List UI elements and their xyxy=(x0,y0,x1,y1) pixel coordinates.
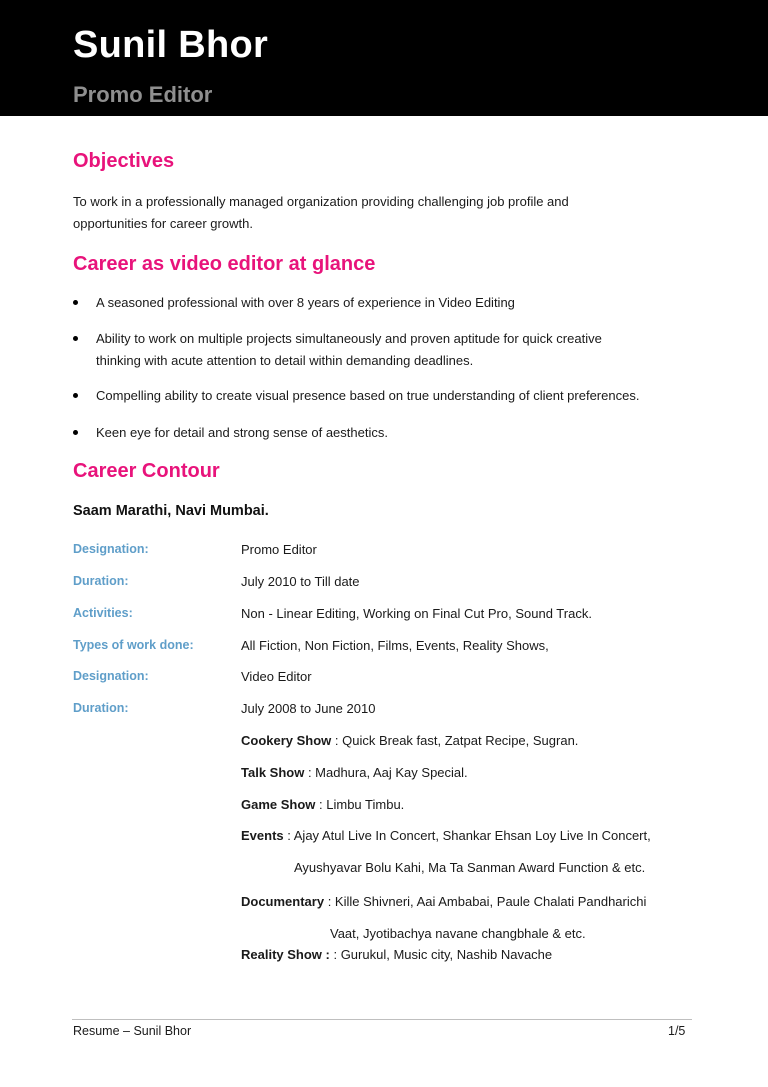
candidate-name: Sunil Bhor xyxy=(73,24,269,66)
objectives-heading: Objectives xyxy=(73,150,175,172)
bullet-icon xyxy=(73,393,78,398)
bullet-icon xyxy=(73,336,78,341)
events-line-cont: Ayushyavar Bolu Kahi, Ma Ta Sanman Award Function & etc. xyxy=(294,860,646,875)
reality-show-value: : Gurukul, Music city, Nashib Navache xyxy=(329,947,553,962)
documentary-line-cont: Vaat, Jyotibachya navane changbhale & etc. xyxy=(330,926,586,941)
objectives-line-1: To work in a professionally managed organization providing challenging job profile and xyxy=(73,194,569,209)
documentary-line xyxy=(241,894,646,909)
list-item xyxy=(73,385,726,407)
list-item xyxy=(73,328,726,372)
row-value-duration: July 2010 to Till date xyxy=(241,574,360,589)
list-item-text: Ability to work on multiple projects simultaneously and proven aptitude for quick creative xyxy=(96,331,602,346)
events-value: : Ajay Atul Live In Concert, Shankar Ehsan Loy Live In Concert, xyxy=(283,828,651,843)
game-show-label: Game Show xyxy=(241,797,316,812)
row-value-work-types: All Fiction, Non Fiction, Films, Events, Reality Shows, xyxy=(241,638,549,653)
events-label: Events xyxy=(241,828,284,843)
row-label-work-types: Types of work done: xyxy=(73,638,194,652)
row-label-duration: Duration: xyxy=(73,574,129,588)
row-value-duration-2: July 2008 to June 2010 xyxy=(241,701,376,716)
list-item-text: Compelling ability to create visual presence based on true understanding of client preferences. xyxy=(96,388,640,403)
talk-show-label: Talk Show xyxy=(241,765,305,780)
documentary-value: : Kille Shivneri, Aai Ambabai, Paule Chalati Pandharichi xyxy=(324,894,647,909)
talk-show-value: : Madhura, Aaj Kay Special. xyxy=(304,765,468,780)
reality-show-label: Reality Show : xyxy=(241,947,330,962)
game-show-line xyxy=(241,797,404,812)
game-show-value: : Limbu Timbu. xyxy=(315,797,405,812)
talk-show-line xyxy=(241,765,468,780)
documentary-label: Documentary xyxy=(241,894,325,909)
list-item-text-cont: thinking with acute attention to detail within demanding deadlines. xyxy=(96,353,474,368)
list-item xyxy=(73,292,726,314)
bullet-icon xyxy=(73,300,78,305)
header-banner xyxy=(0,0,768,116)
list-item-text: Keen eye for detail and strong sense of aesthetics. xyxy=(96,425,388,440)
footer-document-title: Resume – Sunil Bhor xyxy=(73,1024,192,1038)
list-item xyxy=(73,422,726,444)
row-label-duration-2: Duration: xyxy=(73,701,129,715)
bullet-icon xyxy=(73,430,78,435)
footer-page-number: 1/5 xyxy=(668,1024,686,1038)
events-line xyxy=(241,828,651,843)
row-value-designation: Promo Editor xyxy=(241,542,317,557)
row-label-designation: Designation: xyxy=(73,542,149,556)
objectives-line-2: opportunities for career growth. xyxy=(73,216,253,231)
row-label-designation-2: Designation: xyxy=(73,669,149,683)
company-name: Saam Marathi, Navi Mumbai. xyxy=(73,503,269,519)
row-value-activities: Non - Linear Editing, Working on Final Cut Pro, Sound Track. xyxy=(241,606,592,621)
cookery-show-line xyxy=(241,733,578,748)
reality-show-line xyxy=(241,947,552,962)
cookery-show-label: Cookery Show xyxy=(241,733,332,748)
cookery-show-value: : Quick Break fast, Zatpat Recipe, Sugran. xyxy=(331,733,579,748)
list-item-text: A seasoned professional with over 8 years of experience in Video Editing xyxy=(96,295,515,310)
footer-divider xyxy=(72,1019,692,1020)
candidate-title: Promo Editor xyxy=(73,82,213,107)
career-glance-heading: Career as video editor at glance xyxy=(73,253,376,275)
row-label-activities: Activities: xyxy=(73,606,133,620)
row-value-designation-2: Video Editor xyxy=(241,669,312,684)
career-contour-heading: Career Contour xyxy=(73,460,220,482)
